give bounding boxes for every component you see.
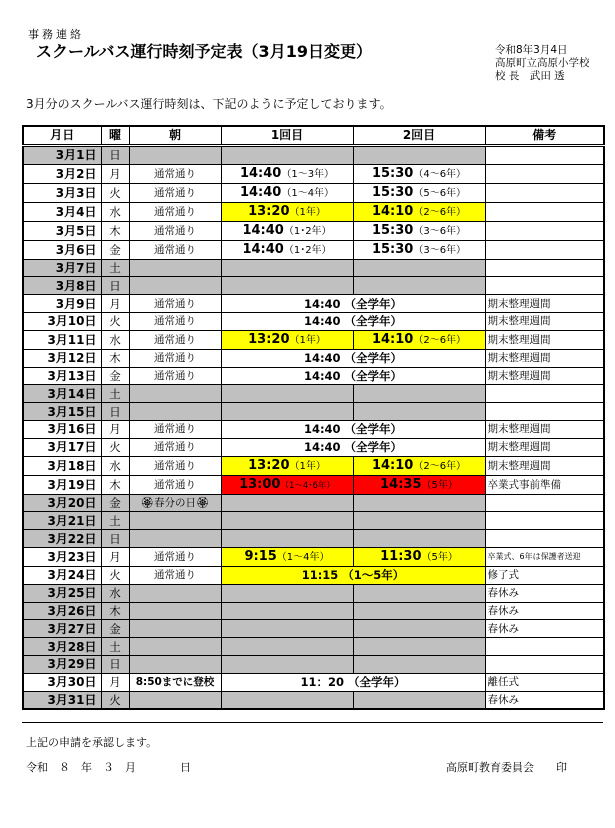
table-row [23, 145, 604, 164]
note-cell: 修了式 [485, 566, 604, 584]
round1-cell [221, 183, 353, 202]
departure-time: 9:15 [244, 548, 277, 564]
round2-cell [353, 638, 485, 656]
morning-cell: 通常通り [129, 475, 221, 494]
dow-cell: 金 [101, 367, 129, 385]
date-cell: 3月21日 [23, 512, 101, 530]
morning-cell: 通常通り [129, 438, 221, 456]
date-cell: 3月22日 [23, 530, 101, 548]
table-row [23, 602, 604, 620]
grade-range: （4～6年） [413, 168, 467, 180]
grade-range: （1～4･6年） [280, 480, 335, 491]
note-cell [485, 202, 604, 221]
departure-time: 13:20 [248, 331, 290, 347]
note-cell [485, 183, 604, 202]
note-cell [485, 164, 604, 183]
round1-cell [221, 164, 353, 183]
dow-cell: 日 [101, 530, 129, 548]
round1-cell [221, 512, 353, 530]
date-cell: 3月6日 [23, 240, 101, 259]
round1-cell [221, 240, 353, 259]
table-row [23, 512, 604, 530]
date-cell: 3月2日 [23, 164, 101, 183]
dow-cell: 火 [101, 183, 129, 202]
table-row [23, 259, 604, 277]
dow-cell: 月 [101, 164, 129, 183]
merged-time-cell: 14:40 （全学年） [221, 312, 485, 330]
header-date: 月日 [23, 126, 101, 145]
morning-cell [129, 584, 221, 602]
dow-cell: 土 [101, 512, 129, 530]
departure-time: 13:20 [248, 203, 290, 219]
dow-cell: 土 [101, 385, 129, 403]
morning-cell: 通常通り [129, 164, 221, 183]
dow-cell: 日 [101, 403, 129, 421]
approval-text: 上記の申請を承認します。 [26, 736, 158, 749]
departure-time: 15:30 [371, 241, 414, 257]
date-cell: 3月13日 [23, 367, 101, 385]
date-cell: 3月10日 [23, 312, 101, 330]
dow-cell: 水 [101, 456, 129, 475]
round2-cell [353, 547, 485, 566]
morning-cell: 通常通り [129, 295, 221, 313]
dow-cell: 土 [101, 638, 129, 656]
table-row [23, 547, 604, 566]
morning-cell [129, 691, 221, 709]
note-cell [485, 259, 604, 277]
dow-cell: 木 [101, 221, 129, 240]
grade-range: （5年） [421, 551, 458, 563]
date-cell: 3月15日 [23, 403, 101, 421]
morning-cell [129, 403, 221, 421]
note-cell: 期末整理週間 [485, 438, 604, 456]
round1-cell [221, 691, 353, 709]
morning-cell: 8:50までに登校 [129, 673, 221, 691]
note-cell: 春休み [485, 691, 604, 709]
dow-cell: 火 [101, 438, 129, 456]
morning-cell [129, 602, 221, 620]
round2-cell [353, 691, 485, 709]
morning-cell: 通常通り [129, 547, 221, 566]
round1-cell [221, 221, 353, 240]
round2-cell [353, 602, 485, 620]
table-row [23, 475, 604, 494]
date-cell: 3月25日 [23, 584, 101, 602]
departure-time: 15:30 [371, 165, 414, 181]
dow-cell: 日 [101, 145, 129, 164]
grade-range: （1～4年） [281, 187, 335, 199]
round2-cell [353, 259, 485, 277]
grade-range: （3～6年） [413, 244, 467, 256]
dow-cell: 日 [101, 277, 129, 295]
school-name: 高原町立高原小学校 [495, 57, 590, 69]
document-title: スクールバス運行時刻予定表（3月19日変更） [36, 42, 372, 61]
table-row [23, 295, 604, 313]
note-cell [485, 277, 604, 295]
table-row [23, 312, 604, 330]
dow-cell: 火 [101, 312, 129, 330]
approval-date: 令和 ８ 年 ３ 月 日 [26, 761, 191, 774]
grade-range: （1年） [289, 206, 326, 218]
departure-time: 13:20 [248, 457, 290, 473]
morning-cell: 通常通り [129, 221, 221, 240]
morning-cell: 通常通り [129, 330, 221, 349]
morning-cell [129, 145, 221, 164]
grade-range: （2～6年） [413, 206, 467, 218]
date-cell: 3月8日 [23, 277, 101, 295]
table-row [23, 566, 604, 584]
table-row [23, 164, 604, 183]
round1-cell [221, 494, 353, 512]
table-row [23, 420, 604, 438]
round1-cell [221, 456, 353, 475]
merged-time-cell: 14:40 （全学年） [221, 420, 485, 438]
morning-cell [129, 277, 221, 295]
principal-name: 校 長 武田 透 [495, 70, 565, 82]
morning-cell [129, 512, 221, 530]
date-cell: 3月19日 [23, 475, 101, 494]
dow-cell: 月 [101, 547, 129, 566]
note-cell [485, 494, 604, 512]
note-cell [485, 530, 604, 548]
date-cell: 3月30日 [23, 673, 101, 691]
morning-cell: 通常通り [129, 420, 221, 438]
grade-range: （1年） [289, 460, 326, 472]
round1-cell [221, 655, 353, 673]
intro-text: 3月分のスクールバス運行時刻は、下記のように予定しております。 [26, 97, 392, 111]
round1-cell [221, 385, 353, 403]
document-category: 事務連絡 [28, 28, 84, 41]
round1-cell [221, 584, 353, 602]
morning-cell: 通常通り [129, 349, 221, 367]
table-row [23, 638, 604, 656]
issue-date: 令和8年3月4日 [495, 44, 568, 56]
round2-cell [353, 221, 485, 240]
dow-cell: 金 [101, 494, 129, 512]
round1-cell [221, 638, 353, 656]
date-cell: 3月29日 [23, 655, 101, 673]
morning-cell [129, 638, 221, 656]
note-cell: 期末整理週間 [485, 420, 604, 438]
round2-cell [353, 330, 485, 349]
round2-cell [353, 240, 485, 259]
morning-cell: 通常通り [129, 202, 221, 221]
morning-cell [129, 530, 221, 548]
date-cell: 3月5日 [23, 221, 101, 240]
round1-cell [221, 277, 353, 295]
note-cell: 期末整理週間 [485, 349, 604, 367]
dow-cell: 水 [101, 202, 129, 221]
header-dow: 曜 [101, 126, 129, 145]
round2-cell [353, 655, 485, 673]
grade-range: （2～6年） [413, 334, 467, 346]
round1-cell [221, 602, 353, 620]
dow-cell: 金 [101, 620, 129, 638]
grade-range: （2～6年） [413, 460, 467, 472]
note-cell: 期末整理週間 [485, 295, 604, 313]
departure-time: 14:10 [371, 457, 414, 473]
date-cell: 3月28日 [23, 638, 101, 656]
header-round1: 1回目 [221, 126, 353, 145]
date-cell: 3月9日 [23, 295, 101, 313]
table-row [23, 584, 604, 602]
note-cell [485, 638, 604, 656]
morning-cell: 通常通り [129, 240, 221, 259]
note-cell: 春休み [485, 584, 604, 602]
date-cell: 3月11日 [23, 330, 101, 349]
table-row [23, 620, 604, 638]
table-row [23, 183, 604, 202]
board-signature: 高原町教育委員会 印 [446, 761, 567, 774]
grade-range: （1～4年） [276, 551, 330, 563]
round1-cell [221, 259, 353, 277]
note-cell [485, 145, 604, 164]
table-row [23, 385, 604, 403]
grade-range: （5年） [421, 479, 458, 491]
table-row [23, 349, 604, 367]
header-morning: 朝 [129, 126, 221, 145]
note-cell: 期末整理週間 [485, 367, 604, 385]
note-cell [485, 655, 604, 673]
morning-cell: 通常通り [129, 367, 221, 385]
merged-time-cell: 14:40 （全学年） [221, 295, 485, 313]
round1-cell [221, 202, 353, 221]
grade-range: （1･2年） [283, 244, 332, 256]
dow-cell: 金 [101, 240, 129, 259]
date-cell: 3月7日 [23, 259, 101, 277]
round2-cell [353, 475, 485, 494]
round2-cell [353, 530, 485, 548]
note-cell [485, 240, 604, 259]
bus-schedule-table [22, 125, 605, 710]
dow-cell: 木 [101, 475, 129, 494]
merged-time-cell: 14:40 （全学年） [221, 438, 485, 456]
date-cell: 3月20日 [23, 494, 101, 512]
morning-cell [129, 259, 221, 277]
morning-cell: 通常通り [129, 566, 221, 584]
departure-time: 14:10 [371, 331, 414, 347]
morning-cell [129, 385, 221, 403]
date-cell: 3月4日 [23, 202, 101, 221]
morning-cell: 通常通り [129, 456, 221, 475]
date-cell: 3月26日 [23, 602, 101, 620]
merged-time-cell: 14:40 （全学年） [221, 349, 485, 367]
note-cell [485, 221, 604, 240]
departure-time: 11:30 [380, 548, 422, 564]
morning-cell [129, 655, 221, 673]
round2-cell [353, 385, 485, 403]
date-cell: 3月27日 [23, 620, 101, 638]
round1-cell [221, 620, 353, 638]
round1-cell [221, 547, 353, 566]
table-row [23, 456, 604, 475]
grade-range: （5～6年） [413, 187, 467, 199]
dow-cell: 水 [101, 330, 129, 349]
note-cell: 春休み [485, 602, 604, 620]
round1-cell [221, 145, 353, 164]
table-row [23, 530, 604, 548]
round2-cell [353, 512, 485, 530]
date-cell: 3月1日 [23, 145, 101, 164]
grade-range: （1～3年） [281, 168, 335, 180]
note-cell: 離任式 [485, 673, 604, 691]
round2-cell [353, 403, 485, 421]
departure-time: 14:35 [380, 476, 422, 492]
departure-time: 13:00 [239, 476, 281, 492]
table-row [23, 438, 604, 456]
note-cell: 卒業式、6年は保護者送迎 [485, 547, 604, 566]
dow-cell: 月 [101, 673, 129, 691]
date-cell: 3月23日 [23, 547, 101, 566]
header-round2: 2回目 [353, 126, 485, 145]
table-row [23, 494, 604, 512]
note-cell: 期末整理週間 [485, 330, 604, 349]
table-row [23, 673, 604, 691]
merged-time-cell: 11:15 （1～5年） [221, 566, 485, 584]
table-row [23, 202, 604, 221]
table-row [23, 691, 604, 709]
round1-cell [221, 475, 353, 494]
morning-cell: 通常通り [129, 312, 221, 330]
table-row [23, 277, 604, 295]
merged-time-cell: 14:40 （全学年） [221, 367, 485, 385]
departure-time: 14:40 [242, 222, 284, 238]
table-row [23, 221, 604, 240]
round2-cell [353, 456, 485, 475]
dow-cell: 木 [101, 602, 129, 620]
table-row [23, 403, 604, 421]
note-cell [485, 385, 604, 403]
round2-cell [353, 164, 485, 183]
round2-cell [353, 277, 485, 295]
dow-cell: 水 [101, 584, 129, 602]
note-cell [485, 403, 604, 421]
round2-cell [353, 620, 485, 638]
departure-time: 14:10 [371, 203, 414, 219]
departure-time: 15:30 [371, 184, 414, 200]
departure-time: 14:40 [242, 241, 284, 257]
departure-time: 14:40 [239, 165, 282, 181]
date-cell: 3月12日 [23, 349, 101, 367]
round2-cell [353, 183, 485, 202]
date-cell: 3月3日 [23, 183, 101, 202]
dow-cell: 火 [101, 566, 129, 584]
dow-cell: 月 [101, 295, 129, 313]
schedule-body [23, 145, 604, 709]
round2-cell [353, 584, 485, 602]
date-cell: 3月17日 [23, 438, 101, 456]
grade-range: （1年） [289, 334, 326, 346]
round1-cell [221, 330, 353, 349]
dow-cell: 火 [101, 691, 129, 709]
date-cell: 3月31日 [23, 691, 101, 709]
date-cell: 3月18日 [23, 456, 101, 475]
table-header-row [23, 126, 604, 145]
round1-cell [221, 530, 353, 548]
table-row [23, 367, 604, 385]
date-cell: 3月24日 [23, 566, 101, 584]
date-cell: 3月14日 [23, 385, 101, 403]
departure-time: 15:30 [371, 222, 414, 238]
table-row [23, 240, 604, 259]
note-cell [485, 512, 604, 530]
round1-cell [221, 403, 353, 421]
dow-cell: 月 [101, 420, 129, 438]
issuer-block [495, 44, 590, 83]
note-cell: 卒業式事前準備 [485, 475, 604, 494]
round2-cell [353, 145, 485, 164]
table-row [23, 330, 604, 349]
round2-cell [353, 494, 485, 512]
dow-cell: 土 [101, 259, 129, 277]
morning-cell: 通常通り [129, 183, 221, 202]
morning-cell [129, 620, 221, 638]
departure-time: 14:40 [239, 184, 282, 200]
grade-range: （1･2年） [283, 225, 332, 237]
note-cell: 期末整理週間 [485, 456, 604, 475]
footer-divider [22, 722, 603, 723]
round2-cell [353, 202, 485, 221]
dow-cell: 木 [101, 349, 129, 367]
dow-cell: 日 [101, 655, 129, 673]
grade-range: （3～6年） [413, 225, 467, 237]
note-cell: 春休み [485, 620, 604, 638]
note-cell: 期末整理週間 [485, 312, 604, 330]
merged-time-cell: 11：20 （全学年） [221, 673, 485, 691]
date-cell: 3月16日 [23, 420, 101, 438]
table-row [23, 655, 604, 673]
morning-cell: 🏵春分の日🏵 [129, 494, 221, 512]
header-notes: 備考 [485, 126, 604, 145]
